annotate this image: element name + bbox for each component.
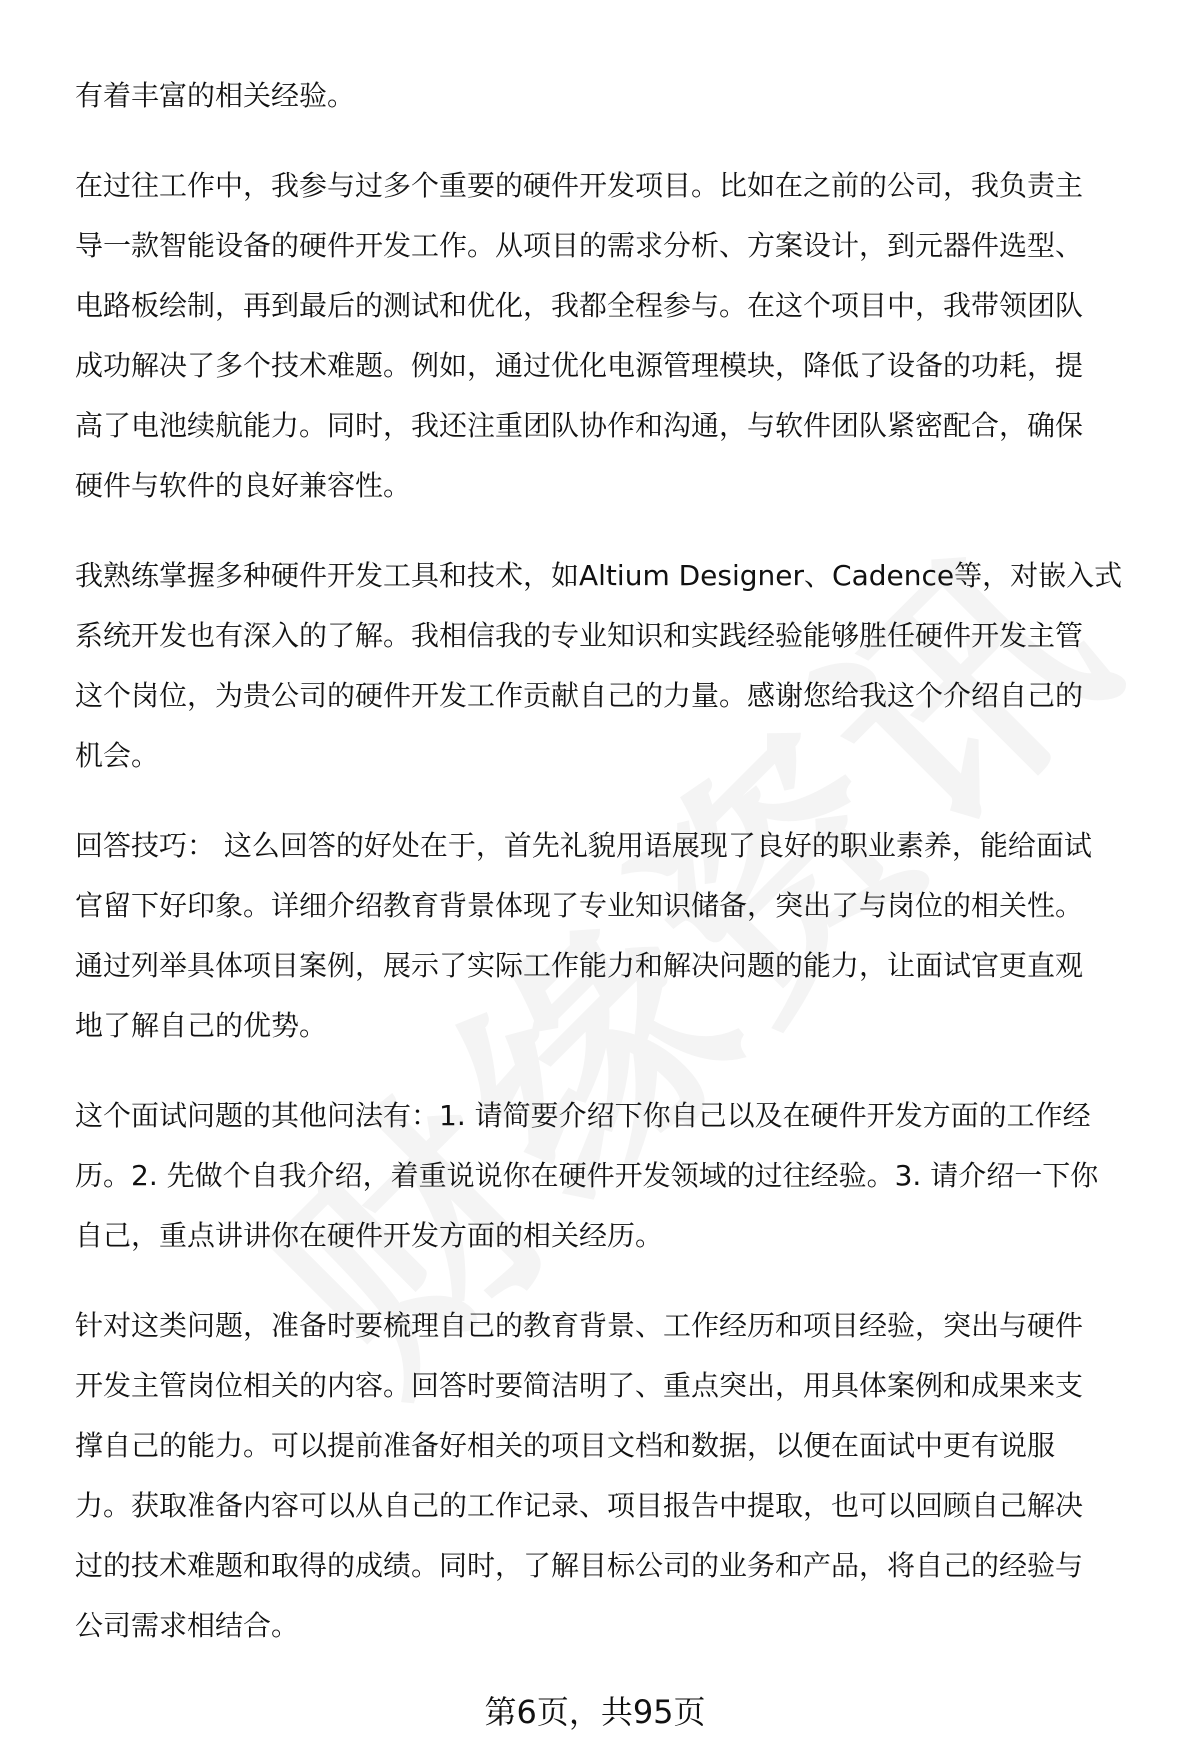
text-line: 历。2. 先做个自我介绍，着重说说你在硬件开发领域的过往经验。3. 请介绍一下你 [75,1159,1099,1192]
text-line: 力。获取准备内容可以从自己的工作记录、项目报告中提取，也可以回顾自己解决 [75,1489,1084,1522]
text-line: 公司需求相结合。 [75,1609,300,1642]
text-line: 系统开发也有深入的了解。我相信我的专业知识和实践经验能够胜任硬件开发主管 [75,619,1084,652]
text-line: 地了解自己的优势。 [75,1009,328,1042]
text-line: 过的技术难题和取得的成绩。同时，了解目标公司的业务和产品，将自己的经验与 [75,1549,1084,1582]
text-line: 有着丰富的相关经验。 [75,79,356,112]
text-line: 成功解决了多个技术难题。例如，通过优化电源管理模块，降低了设备的功耗，提 [75,349,1084,382]
text-line: 导一款智能设备的硬件开发工作。从项目的需求分析、方案设计，到元器件选型、 [75,229,1084,262]
body-text [75,66,1165,1686]
page-number: 第6页，共95页 [484,1693,706,1731]
text-line: 我熟练掌握多种硬件开发工具和技术，如Altium Designer、Cadence等，对嵌入式 [75,559,1123,592]
text-line: 回答技巧： 这么回答的好处在于，首先礼貌用语展现了良好的职业素养，能给面试 [75,829,1092,862]
paragraph-intro-end [75,66,1165,126]
text-line: 电路板绘制，再到最后的测试和优化，我都全程参与。在这个项目中，我带领团队 [75,289,1084,322]
paragraph-preparation [75,1296,1165,1656]
text-line: 高了电池续航能力。同时，我还注重团队协作和沟通，与软件团队紧密配合，确保 [75,409,1084,442]
text-line: 撑自己的能力。可以提前准备好相关的项目文档和数据，以便在面试中更有说服 [75,1429,1056,1462]
paragraph-answer-tips [75,816,1165,1056]
paragraph-skills [75,546,1165,786]
text-line: 这个岗位，为贵公司的硬件开发工作贡献自己的力量。感谢您给我这个介绍自己的 [75,679,1084,712]
text-line: 硬件与软件的良好兼容性。 [75,469,412,502]
text-line: 开发主管岗位相关的内容。回答时要简洁明了、重点突出，用具体案例和成果来支 [75,1369,1084,1402]
paragraph-alternative-questions [75,1086,1165,1266]
paragraph-work-experience [75,156,1165,516]
text-line: 针对这类问题，准备时要梳理自己的教育背景、工作经历和项目经验，突出与硬件 [75,1309,1084,1342]
text-line: 通过列举具体项目案例，展示了实际工作能力和解决问题的能力，让面试官更直观 [75,949,1084,982]
text-line: 机会。 [75,739,160,772]
text-line: 官留下好印象。详细介绍教育背景体现了专业知识储备，突出了与岗位的相关性。 [75,889,1084,922]
text-line: 自己，重点讲讲你在硬件开发方面的相关经历。 [75,1219,664,1252]
text-line: 这个面试问题的其他问法有：1. 请简要介绍下你自己以及在硬件开发方面的工作经 [75,1099,1091,1132]
text-line: 在过往工作中，我参与过多个重要的硬件开发项目。比如在之前的公司，我负责主 [75,169,1084,202]
